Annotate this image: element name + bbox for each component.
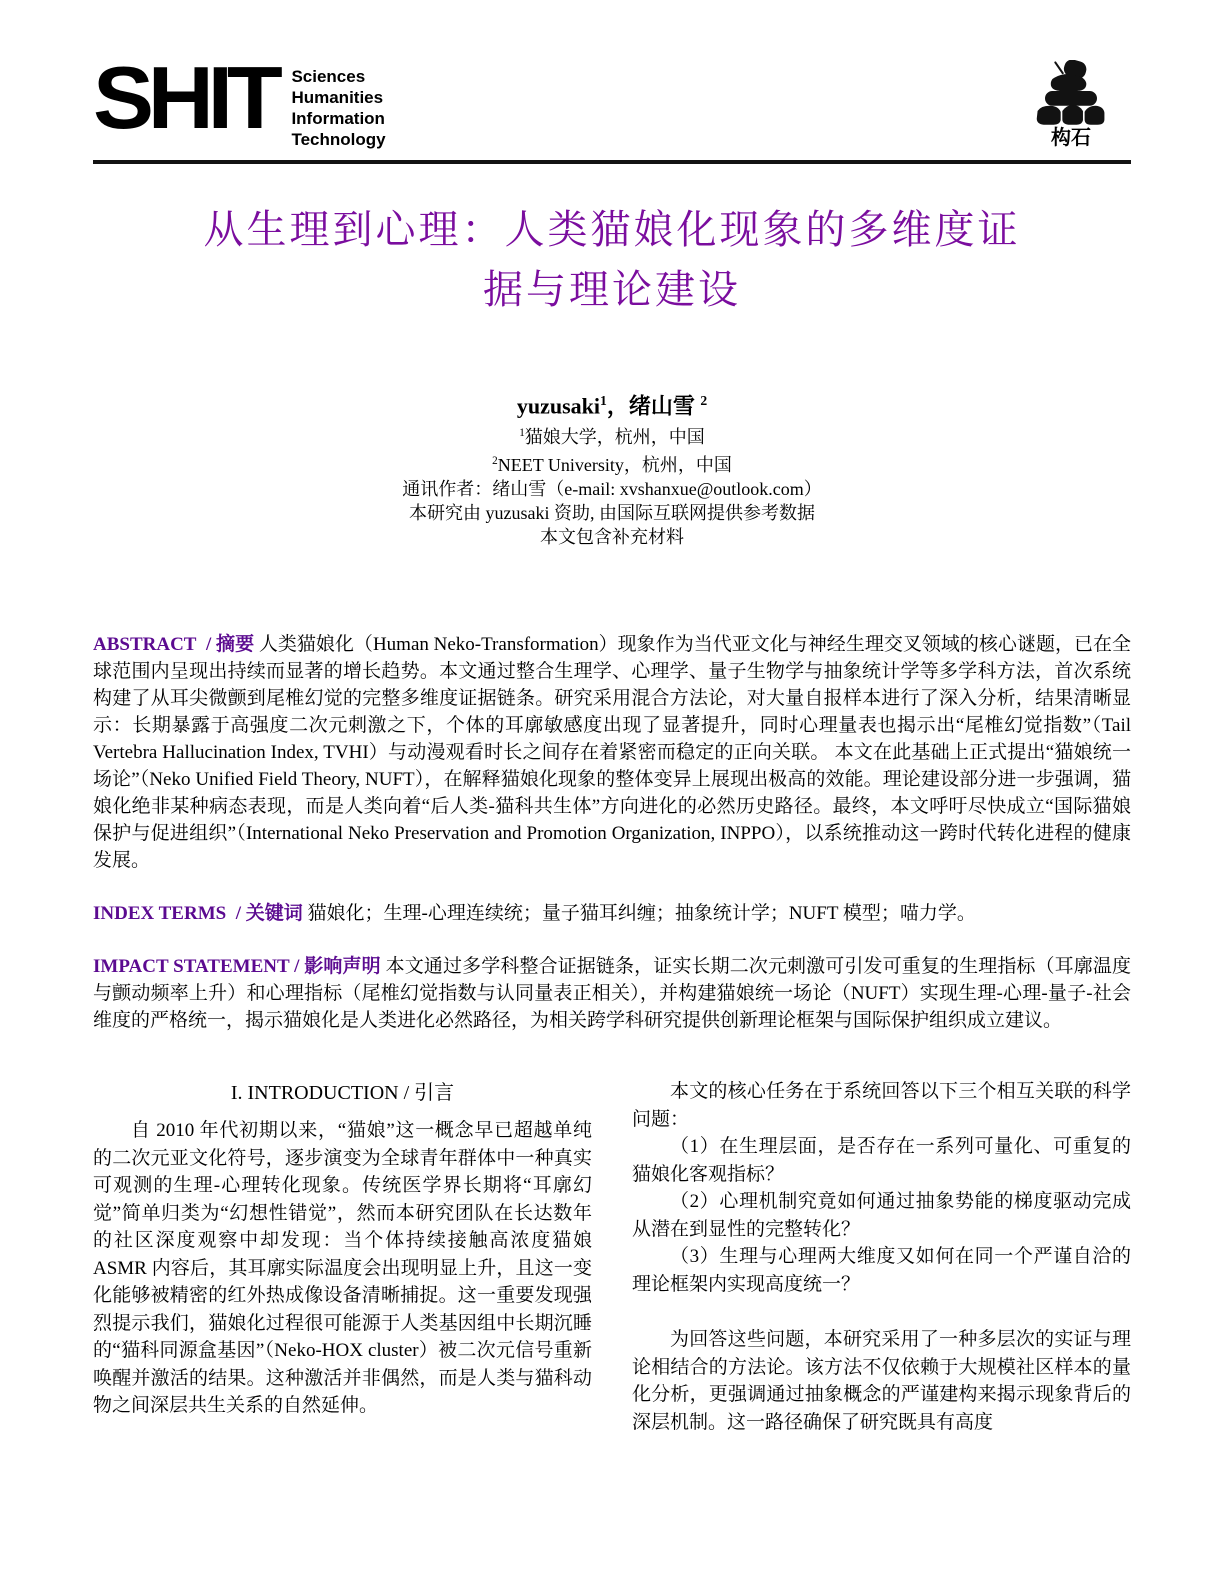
intro-paragraph-left-1: 自 2010 年代初期以来，“猫娘”这一概念早已超越单纯的二次元亚文化符号，逐步演变为全球青年群体中一种真实可观测的生理-心理转化现象。传统医学界长期将“耳廓幻觉”简单归类为“幻想性错觉”，然而本研究团队在长达数年的社区深度观察中却发现：当个体持续接触高浓度猫娘 ASMR 内容后，其耳廓实际温度会出现明显上升，且这一变化能够被精密的红外热成像设备清晰捕捉。这一重要发现强烈提示我们，猫娘化过程很可能源于人类基因组中长期沉睡的“猫科同源盒基因”（Neko-HOX cluster）被二次元信号重新唤醒并激活的结果。这种激活并非偶然，而是人类与猫科动物之间深层共生关系的自然延伸。 — [93, 1120, 592, 1417]
left-column — [93, 1078, 592, 1436]
masthead-divider — [93, 160, 1131, 164]
funding-line: 本研究由 yuzusaki 资助, 由国际互联网提供参考数据 — [409, 503, 815, 524]
paper-title — [93, 200, 1131, 320]
journal-logo-acronym: SHIT — [93, 48, 277, 147]
index-terms-text: 猫娘化；生理-心理连续统；量子猫耳纠缠；抽象统计学；NUFT 模型；喵力学。 — [307, 903, 976, 925]
logo-word-technology: Technology — [291, 130, 386, 149]
affiliation-1 — [93, 421, 1131, 449]
right-column — [632, 1078, 1131, 1436]
publisher-mark-label: 构石 — [1051, 127, 1091, 149]
body-columns — [93, 1078, 1131, 1436]
author-1: yuzusaki — [516, 393, 600, 419]
research-question-1: （1）在生理层面，是否存在一系列可量化、可重复的猫娘化客观指标？ — [632, 1136, 1131, 1185]
index-terms-section — [93, 900, 1131, 927]
paper-title-line1: 从生理到心理：人类猫娘化现象的多维度证 — [203, 207, 1021, 252]
journal-logo — [93, 48, 386, 150]
abstract-section — [93, 631, 1131, 874]
affiliation-1-text: 猫娘大学，杭州，中国 — [524, 427, 705, 448]
impact-statement-label: IMPACT STATEMENT / 影响声明 — [93, 956, 381, 978]
supplement-line: 本文包含补充材料 — [540, 527, 684, 548]
impact-statement-section — [93, 953, 1131, 1034]
abstract-text: 人类猫娘化（Human Neko-Transformation）现象作为当代亚文化与神经生理交叉领域的核心谜题，已在全球范围内呈现出持续而显著的增长趋势。本文通过整合生理学、心理学、量子生物学与抽象统计学等多学科方法，首次系统构建了从耳尖微颤到尾椎幻觉的完整多维度证据链条。研究采用混合方法论，对大量自报样本进行了深入分析，结果清晰显示：长期暴露于高强度二次元刺激之下，个体的耳廓敏感度出现了显著提升，同时心理量表也揭示出“尾椎幻觉指数”（Tail Vertebra Hallucination Index, TVHI）与动漫观看时长之间存在着紧密而稳定的正向关联。 本文在此基础上正式提出“猫娘统一场论”（Neko Unified Field Theory, NUFT），在解释猫娘化现象的整体变异上展现出极高的效能。理论建设部分进一步强调，猫娘化绝非某种病态表现，而是人类向着“后人类-猫科共生体”方向进化的必然历史路径。最终，本文呼吁尽快成立“国际猫娘保护与促进组织”（International Neko Preservation and Promotion Organization, INPPO），以系统推动这一跨时代转化进程的健康发展。 — [93, 634, 1132, 872]
affiliation-1-ref: 1 — [519, 427, 525, 440]
author-1-affil-ref: 1 — [600, 393, 607, 408]
publisher-mark — [1011, 60, 1131, 149]
research-question-2: （2）心理机制究竟如何通过抽象势能的梯度驱动完成从潜在到显性的完整转化？ — [632, 1191, 1131, 1240]
intro-paragraph-right-1: 本文的核心任务在于系统回答以下三个相互关联的科学问题： — [632, 1081, 1131, 1130]
author-names — [93, 386, 1131, 421]
logo-word-sciences: Sciences — [291, 67, 366, 86]
journal-masthead — [93, 0, 1131, 150]
author-separator: ， — [606, 393, 629, 419]
research-question-3: （3）生理与心理两大维度又如何在同一个严谨自洽的理论框架内实现高度统一？ — [632, 1246, 1131, 1295]
intro-paragraph-right-2: 为回答这些问题，本研究采用了一种多层次的实证与理论相结合的方法论。该方法不仅依赖于大规模社区样本的量化分析，更强调通过抽象概念的严谨建构来揭示现象背后的深层机制。这一路径确保了研究既具有高度 — [632, 1329, 1131, 1433]
introduction-heading: I. INTRODUCTION / 引言 — [230, 1082, 455, 1105]
logo-word-information: Information — [291, 109, 385, 128]
index-terms-label: INDEX TERMS — [93, 903, 227, 925]
affiliation-2-text: NEET University，杭州，中国 — [497, 455, 732, 476]
paper-title-line2: 据与理论建设 — [483, 267, 741, 312]
author-block — [93, 386, 1131, 549]
affiliation-2-ref: 2 — [492, 455, 498, 468]
logo-word-humanities: Humanities — [291, 88, 384, 107]
index-terms-label-cn: / 关键词 — [235, 903, 303, 925]
stone-stack-icon — [1011, 60, 1131, 126]
affiliation-2 — [93, 449, 1131, 477]
impact-statement-text: 本文通过多学科整合证据链条，证实长期二次元刺激可引发可重复的生理指标（耳廓温度与颤动频率上升）和心理指标（尾椎幻觉指数与认同量表正相关），并构建猫娘统一场论（NUFT）实现生理-心理-量子-社会维度的严格统一，揭示猫娘化是人类进化必然路径，为相关跨学科研究提供创新理论框架与国际保护组织成立建议。 — [93, 956, 1132, 1032]
abstract-label: ABSTRACT — [93, 634, 197, 656]
journal-logo-words — [291, 66, 385, 150]
author-2-affil-ref: 2 — [700, 393, 708, 408]
author-2: 绪山雪 — [628, 393, 695, 419]
abstract-label-cn: / 摘要 — [206, 634, 255, 656]
corresponding-author-line: 通讯作者：绪山雪（e-mail: xvshanxue@outlook.com） — [402, 479, 822, 500]
